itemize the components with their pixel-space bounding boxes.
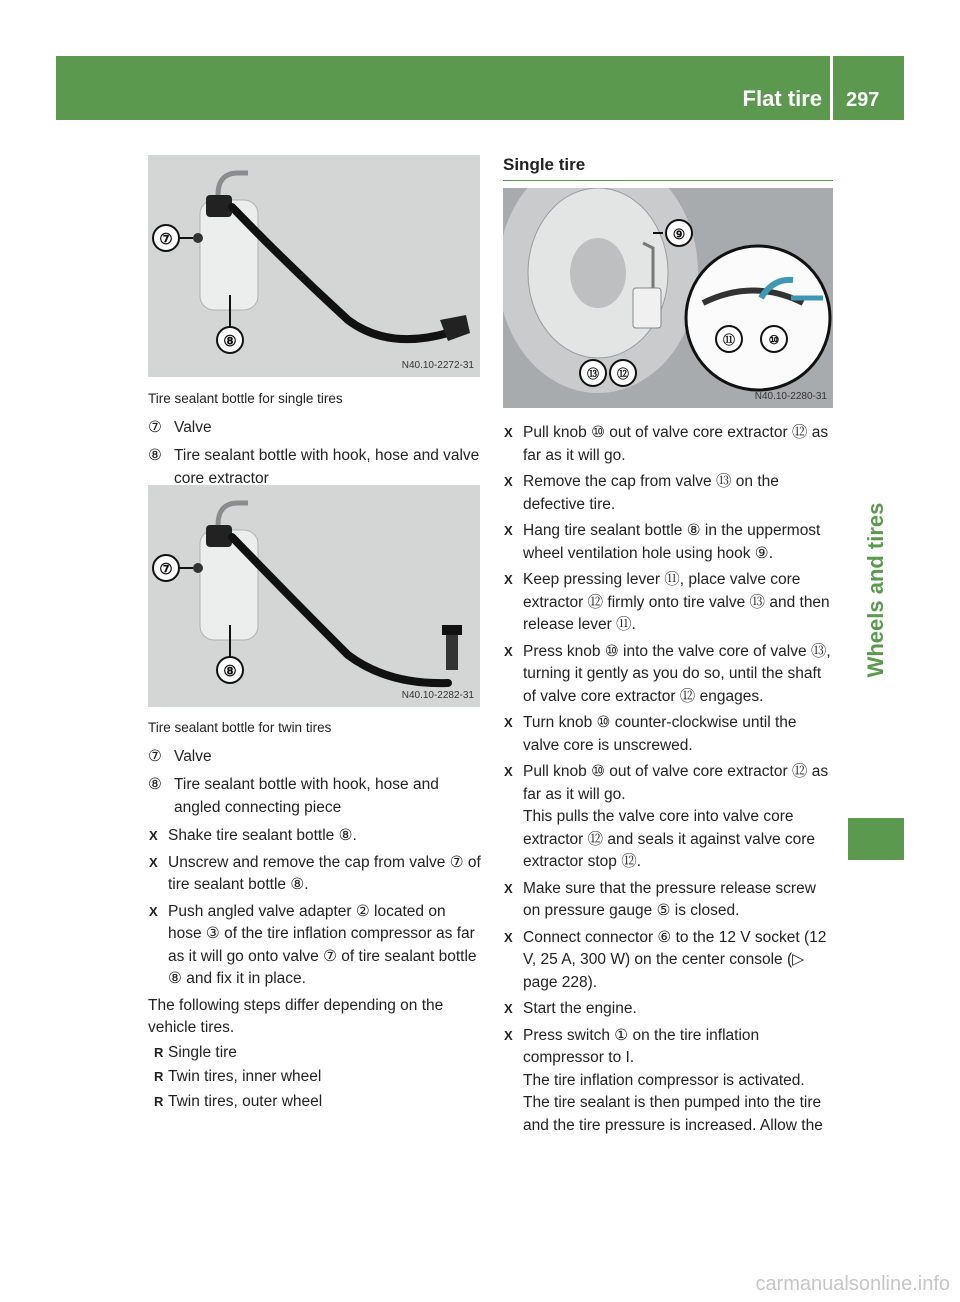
step-text: Hang tire sealant bottle ⑧ in the uppermost wheel ventilation hole using hook ⑨.: [523, 522, 821, 562]
page-number: 297: [846, 89, 880, 111]
bullet-text: Single tire: [168, 1043, 237, 1061]
instruction-step: [503, 878, 835, 923]
legend-number: ⑦: [148, 418, 162, 436]
figure3-callout: ⑬: [586, 367, 600, 381]
step-text: Press knob ⑩ into the valve core of valve ⑬, turning it gently as you do so, until the shaft of valve core extractor ⑫ engages.: [523, 642, 831, 705]
page-title: Flat tire: [742, 86, 822, 111]
section-title: Single tire: [503, 154, 833, 181]
step-marker: X: [504, 1001, 513, 1016]
left-column-body: [148, 717, 482, 1115]
step-text: Press switch ① on the tire inflation compressor to I.: [523, 1026, 760, 1066]
instruction-step: [503, 471, 835, 516]
legend-number: ⑧: [148, 776, 162, 793]
bullet-marker: R: [154, 1069, 164, 1084]
step-marker: X: [149, 903, 158, 919]
figure3-callout: ⑫: [616, 367, 630, 381]
legend-number: ⑧: [148, 447, 162, 464]
instruction-step: [503, 1025, 835, 1138]
step-text: Start the engine.: [523, 1000, 637, 1017]
figure-single-tire-wheel: [503, 188, 833, 408]
body-paragraph: The following steps differ depending on the vehicle tires.: [148, 996, 444, 1036]
step-marker: X: [504, 929, 513, 945]
step-marker: X: [504, 572, 513, 587]
step-text: Turn knob ⑩ counter-clockwise until the valve core is unscrewed.: [523, 714, 797, 754]
side-tab-block: [848, 818, 904, 860]
figure3-code: N40.10-2280-31: [754, 391, 827, 402]
step-marker: X: [504, 880, 513, 896]
instruction-step: [503, 641, 835, 709]
step-marker: X: [149, 854, 158, 870]
right-column-body: [503, 422, 835, 1141]
footer-watermark: carmanualsonline.info: [755, 1273, 950, 1295]
step-marker: X: [504, 425, 513, 440]
legend-text: Valve: [174, 747, 212, 765]
step-text: Keep pressing lever ⑪, place valve core extractor ⑫ firmly onto tire valve ⑬ and then release lever ⑪.: [523, 571, 830, 633]
step-marker: X: [504, 764, 513, 779]
figure1-callout: ⑧: [223, 333, 237, 350]
figure2-callout: ⑧: [223, 663, 237, 680]
figure2-code: N40.10-2282-31: [401, 690, 474, 701]
step-marker: X: [504, 1027, 513, 1043]
step-marker: X: [149, 828, 158, 843]
figure1-callout: ⑦: [159, 231, 173, 248]
step-marker: X: [504, 474, 513, 489]
step-text: Pull knob ⑩ out of valve core extractor ⑫ as far as it will go.: [523, 763, 829, 803]
bullet-text: Twin tires, inner wheel: [168, 1068, 322, 1085]
step-text: Unscrew and remove the cap from valve ⑦ of tire sealant bottle ⑧.: [168, 853, 481, 893]
instruction-step: [503, 998, 835, 1021]
instruction-step: [148, 901, 482, 991]
step-text: Pull knob ⑩ out of valve core extractor ⑫ as far as it will go.: [523, 424, 829, 464]
instruction-step: [503, 569, 835, 637]
legend-text: Tire sealant bottle with hook, hose and angled connecting piece: [174, 776, 439, 816]
figure-twin-tire-bottle: [148, 485, 480, 707]
instruction-step: [148, 825, 482, 848]
bullet-marker: R: [154, 1044, 164, 1060]
side-tab-label: Wheels and tires: [863, 502, 888, 678]
legend-text: Tire sealant bottle with hook, hose and valve core extractor: [174, 447, 480, 487]
bullet-marker: R: [154, 1093, 164, 1109]
step-marker: X: [504, 523, 513, 538]
figure3-callout: ⑨: [672, 226, 686, 242]
instruction-step: [503, 761, 835, 874]
figure2-callout: ⑦: [159, 561, 173, 578]
right-section-header: [503, 154, 833, 181]
bullet-item: [148, 1066, 482, 1089]
instruction-step: [503, 927, 835, 995]
instruction-step: [503, 712, 835, 757]
legend-number: ⑦: [148, 747, 162, 765]
figure3-callout: ⑪: [722, 333, 736, 347]
figure1-caption-block: [148, 388, 482, 496]
figure3-callout: ⑩: [768, 333, 780, 347]
step-text: Remove the cap from valve ⑬ on the defective tire.: [523, 473, 779, 513]
legend-text: Valve: [174, 418, 212, 436]
step-marker: X: [504, 715, 513, 730]
figure1-caption: Tire sealant bottle for single tires: [148, 391, 343, 406]
instruction-step: [503, 422, 835, 467]
legend-item: [148, 774, 482, 819]
bullet-text: Twin tires, outer wheel: [168, 1092, 323, 1110]
bullet-item: [148, 1042, 482, 1065]
bullet-item: [148, 1091, 482, 1114]
step-marker: X: [504, 643, 513, 659]
step-text: Push angled valve adapter ② located on hose ③ of the tire inflation compressor as far as it will go onto valve ⑦ of tire sealant bottle ⑧ and fix it in place.: [168, 902, 477, 987]
figure-single-tire-bottle: [148, 155, 480, 377]
step-result-text: This pulls the valve core into valve core extractor ⑫ and seals it against valve core extractor stop ⑫.: [523, 808, 816, 870]
header-separator: [830, 56, 833, 120]
step-text: Connect connector ⑥ to the 12 V socket (12 V, 25 A, 300 W) on the center console (▷ page 228).: [523, 928, 827, 991]
legend-item: [148, 746, 482, 769]
step-text: Make sure that the pressure release screw on pressure gauge ⑤ is closed.: [523, 879, 816, 919]
legend-item: [148, 445, 482, 490]
instruction-step: [148, 852, 482, 897]
instruction-step: [503, 520, 835, 565]
figure2-caption: Tire sealant bottle for twin tires: [148, 720, 332, 735]
step-text: Shake tire sealant bottle ⑧.: [168, 827, 357, 844]
legend-item: [148, 417, 482, 440]
step-result-text: The tire inflation compressor is activated. The tire sealant is then pumped into the tire and the tire pressure is increased. Allow the: [523, 1071, 823, 1134]
figure1-code: N40.10-2272-31: [401, 360, 474, 371]
